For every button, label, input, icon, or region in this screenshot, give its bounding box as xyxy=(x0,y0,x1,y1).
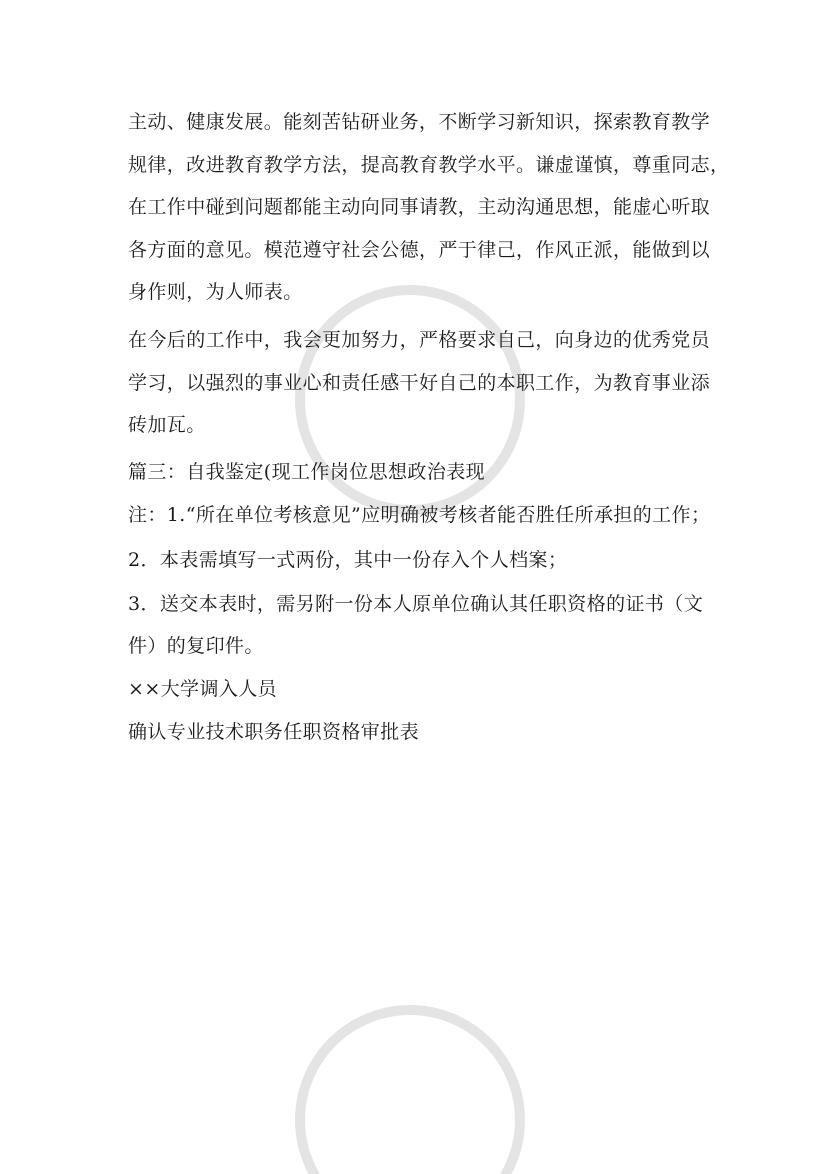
paragraph-line: 在今后的工作中，我会更加努力，严格要求自己，向身边的优秀党员 xyxy=(128,329,711,351)
note-line: 件）的复印件。 xyxy=(128,635,264,657)
paragraph-line: 各方面的意见。模范遵守社会公德，严于律己，作风正派，能做到以 xyxy=(128,239,711,261)
paragraph-line: 学习，以强烈的事业心和责任感干好自己的本职工作，为教育事业添 xyxy=(128,372,711,394)
paragraph-line: 砖加瓦。 xyxy=(128,414,206,436)
form-title-line: 确认专业技术职务任职资格审批表 xyxy=(128,721,420,743)
paragraph-line: 在工作中碰到问题都能主动向同事请教，主动沟通思想，能虚心听取 xyxy=(128,196,711,218)
note-line: 注：1.“所在单位考核意见”应明确被考核者能否胜任所承担的工作； xyxy=(128,504,711,526)
paragraph-line: 主动、健康发展。能刻苦钻研业务，不断学习新知识，探索教育教学 xyxy=(128,111,711,133)
paragraph-line: 规律，改进教育教学方法，提高教育教学水平。谦虚谨慎，尊重同志， xyxy=(128,154,730,176)
note-line: 2．本表需填写一式两份，其中一份存入个人档案； xyxy=(128,549,568,571)
form-title-line: ××大学调入人员 xyxy=(128,678,278,700)
note-line: 3．送交本表时，需另附一份本人原单位确认其任职资格的证书（文 xyxy=(128,593,704,615)
section-heading: 篇三：自我鉴定(现工作岗位思想政治表现 xyxy=(128,461,486,483)
paragraph-line: 身作则，为人师表。 xyxy=(128,281,303,303)
